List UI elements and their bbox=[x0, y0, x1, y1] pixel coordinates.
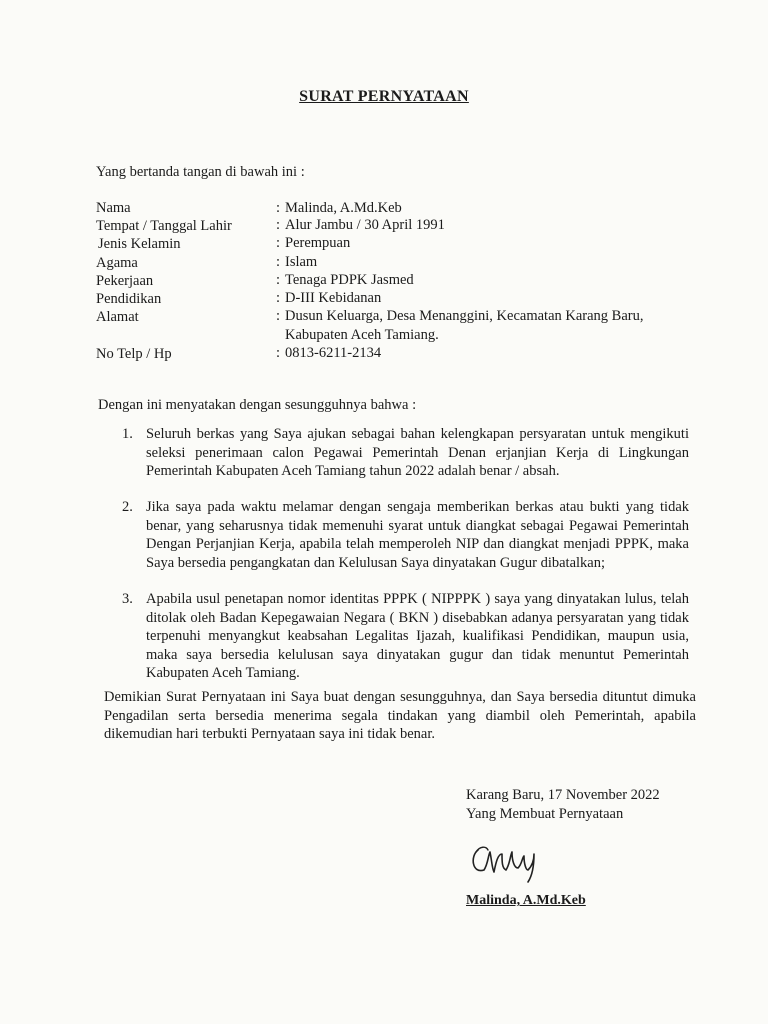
signer-name: Malinda, A.Md.Keb bbox=[466, 893, 586, 908]
statement-item-1: Seluruh berkas yang Saya ajukan sebagai bahan kelengkapan persyaratan untuk mengikuti seleksi penerimaan calon Pegawai Pemerintah Denan erjanjian Kerja di Lingkungan Pemerintah Kabupaten Aceh Tamiang tahun 2022 adalah benar / absah. bbox=[146, 426, 689, 479]
field-label-telp: No Telp / Hp bbox=[96, 346, 172, 362]
item-number: 2. bbox=[122, 499, 133, 515]
document-title: SURAT PERNYATAAN bbox=[299, 88, 469, 105]
signature-image bbox=[466, 836, 546, 886]
field-label-pendidikan: Pendidikan bbox=[96, 291, 162, 307]
intro-text: Yang bertanda tangan di bawah ini : bbox=[96, 164, 305, 180]
field-label-agama: Agama bbox=[96, 255, 138, 271]
field-label-pekerjaan: Pekerjaan bbox=[96, 273, 154, 289]
field-label-nama: Nama bbox=[96, 200, 131, 216]
field-label-ttl: Tempat / Tanggal Lahir bbox=[96, 218, 232, 234]
field-value-ttl: : Alur Jambu / 30 April 1991 bbox=[276, 217, 445, 233]
closing-paragraph: Demikian Surat Pernyataan ini Saya buat dengan sesungguhnya, dan Saya bersedia dituntut dimuka Pengadilan serta bersedia menerima segala tindakan yang diambil oleh Pemerintah, apabila dikemudian hari terbukti Pernyataan saya ini tidak benar. bbox=[104, 689, 696, 742]
field-label-alamat: Alamat bbox=[96, 309, 139, 325]
field-value-jenis-kelamin: : Perempuan bbox=[276, 235, 351, 251]
field-value-agama: : Islam bbox=[276, 254, 318, 270]
field-value-alamat: : Dusun Keluarga, Desa Menanggini, Kecamatan Karang Baru, Kabupaten Aceh Tamiang. bbox=[276, 308, 644, 343]
signer-role: Yang Membuat Pernyataan bbox=[466, 806, 624, 822]
field-value-pekerjaan: : Tenaga PDPK Jasmed bbox=[276, 272, 414, 288]
field-value-nama: : Malinda, A.Md.Keb bbox=[276, 200, 402, 216]
item-number: 3. bbox=[122, 591, 133, 607]
item-number: 1. bbox=[122, 426, 133, 442]
field-label-jenis-kelamin: Jenis Kelamin bbox=[98, 236, 181, 252]
statement-intro: Dengan ini menyatakan dengan sesungguhnya bahwa : bbox=[98, 397, 417, 413]
place-date: Karang Baru, 17 November 2022 bbox=[466, 787, 660, 803]
field-value-pendidikan: : D-III Kebidanan bbox=[276, 290, 382, 306]
field-value-telp: : 0813-6211-2134 bbox=[276, 345, 382, 361]
statement-item-2: Jika saya pada waktu melamar dengan sengaja memberikan berkas atau bukti yang tidak benar, yang seharusnya tidak memenuhi syarat untuk diangkat sebagai Pegawai Pemerintah Dengan Perjanjian Kerja, apabila telah memperoleh NIP dan diangkat menjadi PPPK, maka Saya bersedia pengangkatan dan Kelulusan Saya dinyatakan Gugur dibatalkan; bbox=[146, 499, 689, 571]
statement-item-3: Apabila usul penetapan nomor identitas PPPK ( NIPPPK ) saya yang dinyatakan lulus, telah ditolak oleh Badan Kepegawaian Negara ( BKN ) disebabkan adanya persyaratan yang tidak terpenuhi menyangkut keabsahan Legalitas Ijazah, kualifikasi Pendidikan, maupun usia, maka saya bersedia kelulusan saya dinyatakan gugur dan tidak menuntut Pemerintah Kabupaten Aceh Tamiang. bbox=[146, 591, 689, 681]
